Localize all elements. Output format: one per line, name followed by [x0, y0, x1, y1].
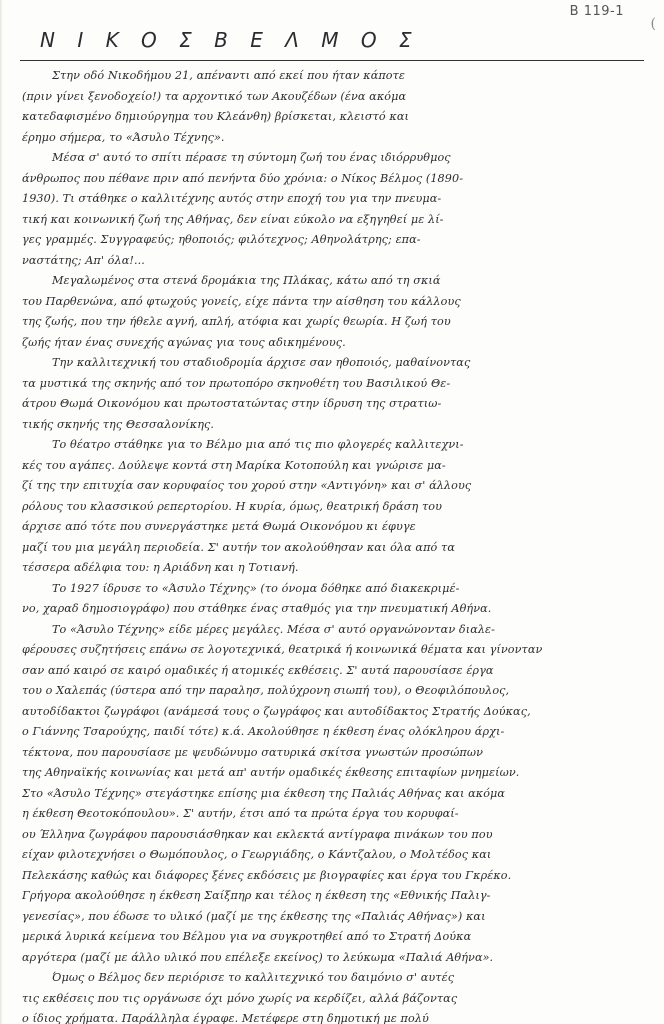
- text-line: της Αθηναϊκής κοινωνίας και μετά απ' αυτήν ομαδικές έκθεσης επιταφίων μνημείων.: [22, 766, 520, 779]
- text-line: τέκτονα, που παρουσίασε με ψευδώνυμο σατυρικά σκίτσα γνωστών προσώπων: [22, 745, 483, 759]
- text-line: κατεδαφισμένο δημιούργημα του Κλεάνθη) βρίσκεται, κλειστό και: [22, 110, 409, 123]
- text-line: έρημο σήμερα, το «Άσυλο Τέχνης».: [22, 130, 225, 144]
- handwritten-body: [22, 66, 644, 1024]
- text-line: Μέσα σ' αυτό το σπίτι πέρασε τη σύντομη ζωή του ένας ιδιόρρυθμος: [52, 151, 451, 164]
- text-line: Όμως ο Βέλμος δεν περιόρισε το καλλιτεχνικό του δαιμόνιο σ' αυτές: [52, 971, 455, 984]
- text-line: τέσσερα αδέλφια του: η Αριάδνη και η Τοτιανή.: [22, 561, 299, 574]
- text-line: αυτοδίδακτοι ζωγράφοι (ανάμεσά τους ο ζωγράφος και αυτοδίδακτος Στρατής Δούκας,: [22, 704, 531, 718]
- text-line: τις εκθέσεις που τις οργάνωσε όχι μόνο χωρίς να κερδίζει, αλλά βάζοντας: [22, 991, 458, 1005]
- text-line: κές του αγάπες. Δούλεψε κοντά στη Μαρίκα Κοτοπούλη και γνώρισε μα-: [22, 458, 446, 472]
- text-line: ο Γιάννης Τσαρούχης, παιδί τότε) κ.ά. Ακολούθησε η έκθεση ένας ολόκληρου άρχι-: [22, 725, 505, 738]
- text-line: (πριν γίνει ξενοδοχείο!) τα αρχοντικό των Ακουζέδων (ένα ακόμα: [22, 89, 407, 103]
- text-line: ου Έλληνα ζωγράφου παρουσιάσθηκαν και εκλεκτά αντίγραφα πινάκων του που: [22, 827, 493, 841]
- text-line: νο, χαραδ δημοσιογράφο) που στάθηκε ένας σταθμός για την πνευματική Αθήνα.: [22, 602, 492, 615]
- text-line: Το θέατρο στάθηκε για το Βέλμο μια από τις πιο φλογερές καλλιτεχνι-: [52, 438, 464, 451]
- text-line: φέρουσες συζητήσεις επάνω σε λογοτεχνικά, θεατρικά ή κοινωνικά θέματα και γίνονταν: [22, 643, 543, 656]
- text-line: Πελεκάσης καθώς και διάφορες ξένες εκδόσεις με βιογραφίες και έργα του Γκρέκο.: [22, 868, 512, 882]
- text-line: μαζί του μια μεγάλη περιοδεία. Σ' αυτήν τον ακολούθησαν και όλα από τα: [22, 540, 455, 554]
- text-line: 1930). Τι στάθηκε ο καλλιτέχνης αυτός στην εποχή του για την πνευμα-: [22, 192, 442, 205]
- title-underline: [20, 60, 644, 61]
- text-line: μερικά λυρικά κείμενα του Βέλμου για να συγκροτηθεί από το Στρατή Δούκα: [22, 930, 472, 943]
- document-title: Ν Ι Κ Ο Σ Β Ε Λ Μ Ο Σ: [40, 28, 420, 52]
- page-edge-shadow: [0, 0, 3, 1024]
- text-line: είχαν φιλοτεχνήσει ο Θωμόπουλος, ο Γεωργιάδης, ο Κάντζαλου, ο Μολτέδος και: [22, 848, 492, 861]
- text-line: του ο Χαλεπάς (ύστερα από την παραλησ, πολύχρονη σιωπή του), ο Θεοφιλόπουλος,: [22, 684, 510, 697]
- text-line: τικής σκηνής της Θεσσαλονίκης.: [22, 417, 215, 431]
- text-line: η έκθεση Θεοτοκόπουλου». Σ' αυτήν, έτσι από τα πρώτα έργα του κορυφαί-: [22, 807, 459, 820]
- text-line: Γρήγορα ακολούθησε η έκθεση Σαίξπηρ και τέλος η έκθεση της «Εθνικής Παλιγ-: [22, 889, 491, 902]
- text-line: Στην οδό Νικοδήμου 21, απέναντι από εκεί που ήταν κάποτε: [52, 69, 406, 82]
- text-line: της ζωής, που την ήθελε αγνή, απλή, ατόφια και χωρίς θεωρία. Η ζωή του: [22, 315, 451, 328]
- archive-reference-number: Β 119-1: [569, 4, 624, 19]
- text-line: Το «Άσυλο Τέχνης» είδε μέρες μεγάλες. Μέσα σ' αυτό οργανώνονταν διαλε-: [52, 622, 496, 636]
- text-line: τα μυστικά της σκηνής από τον πρωτοπόρο σκηνοθέτη του Βασιλικού Θε-: [22, 376, 451, 390]
- text-line: Την καλλιτεχνική του σταδιοδρομία άρχισε σαν ηθοποιός, μαθαίνοντας: [52, 356, 471, 369]
- text-line: Μεγαλωμένος στα στενά δρομάκια της Πλάκας, κάτω από τη σκιά: [52, 274, 441, 287]
- text-line: ο ίδιος χρήματα. Παράλληλα έγραφε. Μετέφερε στη δημοτική με πολύ: [22, 1012, 429, 1024]
- text-line: του Παρθενώνα, από φτωχούς γονείς, είχε πάντα την αίσθηση του κάλλους: [22, 294, 461, 308]
- text-line: Το 1927 ίδρυσε το «Άσυλο Τέχνης» (το όνομα δόθηκε από διακεκριμέ-: [52, 581, 460, 595]
- text-line: άνθρωπος που πέθανε πριν από πενήντα δύο χρόνια: ο Νίκος Βέλμος (1890-: [22, 171, 464, 185]
- text-line: ναστάτης; Απ' όλα!...: [22, 253, 145, 267]
- text-line: αργότερα (μαζί με άλλο υλικό που επέλεξε εκείνος) το λεύκωμα «Παλιά Αθήνα».: [22, 950, 494, 964]
- text-line: γες γραμμές. Συγγραφεύς; ηθοποιός; φιλότεχνος; Αθηνολάτρης; επα-: [22, 233, 421, 246]
- text-line: ζί της την επιτυχία σαν κορυφαίος του χορού στην «Αντιγόνη» και σ' άλλους: [22, 479, 472, 492]
- text-line: ρόλους του κλασσικού ρεπερτορίου. Η κυρία, όμως, θεατρική δράση του: [22, 499, 442, 513]
- text-line: άτρου Θωμά Οικονόμου και πρωτοστατώντας στην ίδρυση της στρατιω-: [22, 397, 442, 410]
- text-line: γενεσίας», που έδωσε το υλικό (μαζί με της έκθεσης της «Παλιάς Αθήνας») και: [22, 909, 486, 923]
- text-line: ζωής ήταν ένας συνεχής αγώνας για τους αδικημένους.: [22, 335, 346, 349]
- margin-mark: (: [650, 16, 656, 32]
- text-line: Στο «Άσυλο Τέχνης» στεγάστηκε επίσης μια έκθεση της Παλιάς Αθήνας και ακόμα: [22, 786, 506, 800]
- text-line: άρχισε από τότε που συνεργάστηκε μετά Θωμά Οικονόμου κι έφυγε: [22, 520, 416, 533]
- text-line: σαν από καιρό σε καιρό ομαδικές ή ατομικές εκθέσεις. Σ' αυτά παρουσίασε έργα: [22, 663, 494, 677]
- text-line: τική και κοινωνική ζωή της Αθήνας, δεν είναι εύκολο να εξηγηθεί με λί-: [22, 212, 444, 226]
